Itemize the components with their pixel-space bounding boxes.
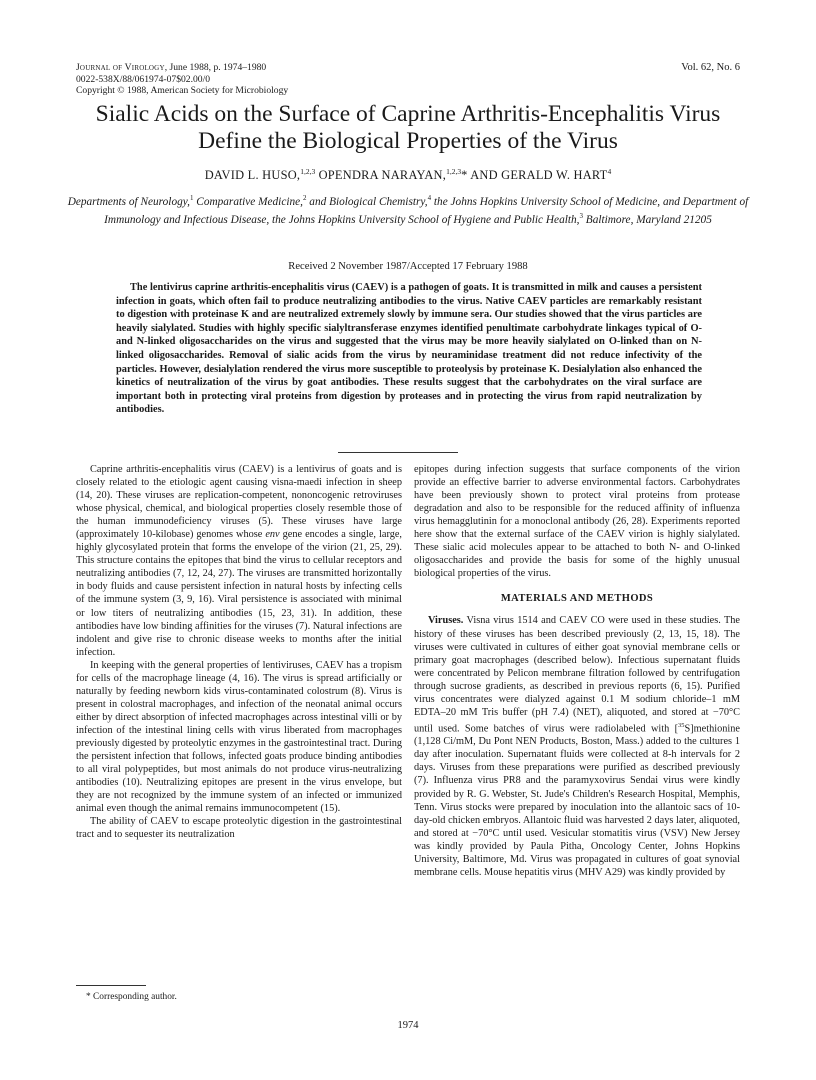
section-heading-materials-methods: MATERIALS AND METHODS bbox=[500, 593, 654, 605]
received-accepted-dates: Received 2 November 1987/Accepted 17 February 1988 bbox=[288, 261, 528, 272]
affil-biological-chemistry: and Biological Chemistry, bbox=[306, 195, 428, 208]
title-line-1: Sialic Acids on the Surface of Caprine Arthritis-Encephalitis Virus bbox=[95, 101, 721, 127]
affil-sup-1: 1 bbox=[189, 194, 194, 202]
copyright-line: Copyright © 1988, American Society for Microbiology bbox=[76, 85, 289, 96]
isotope-superscript: 35 bbox=[678, 721, 685, 729]
volume-issue: Vol. 62, No. 6 bbox=[681, 62, 740, 73]
affil-neurology: Departments of Neurology, bbox=[67, 195, 190, 208]
intro-p1-text-b: gene encodes a single, large, highly glycosylated protein that forms the envelope of the virion (21, 25, 29). This structure contains the epitopes that bind the virus to cellular receptors and neutralizing antibodies (7, 12, 24, 27). The viruses are transmitted horizontally in body fluids and cause persistent infection in natural hosts by infecting cells of the immune system (3, 9, 16). Viral persistence is associated with minimal or low titers of neutralizing antibodies (15, 23, 31). In addition, these antibodies have low binding affinities for the viruses (7). Natural infections are indolent and give rise to chronic disease weeks to months after the initial infection. bbox=[76, 529, 402, 658]
intro-paragraph-1 bbox=[76, 463, 402, 659]
left-column bbox=[76, 463, 402, 841]
author-hart: AND GERALD W. HART bbox=[467, 168, 608, 183]
author-huso-affil: 1,2,3 bbox=[300, 167, 316, 176]
affil-institutions: the Johns Hopkins University School of Medicine, and Department of Immunology and Infectious Disease, the Johns Hopkins University School of Hygiene and Public Health, bbox=[104, 195, 749, 227]
author-narayan-affil: 1,2,3 bbox=[446, 167, 462, 176]
running-header bbox=[76, 62, 740, 97]
abstract-divider bbox=[338, 452, 458, 453]
affil-sup-2: 2 bbox=[302, 194, 307, 202]
right-column bbox=[414, 463, 740, 879]
issue-date: , June 1988, p. 1974–1980 bbox=[164, 62, 267, 73]
intro-paragraph-4: epitopes during infection suggests that surface components of the virion provide an effective barrier to adverse environmental factors. Carbohydrates have been previously shown to protect viral proteins from protease degradation and also to be responsible for the reduced affinity of influenza virus hemagglutinin for a monoclonal antibody (26, 28). Experiments reported here show that the external surface of the CAEV virion is highly sialylated. These sialic acid molecules appear to be attached to both N- and O-linked oligosaccharides and provide the basis for some of the highly unusual biological properties of the virus. bbox=[414, 464, 740, 580]
viruses-text-b: S]methionine (1,128 Ci/mM, Du Pont NEN Products, Boston, Mass.) added to the cultures 1 day after inoculation. Supernatant fluids were collected at 8-h intervals for 2 days. Viruses from these preparations were purified as described previously (7). Influenza virus PR8 and the paramyxovirus Sendai virus were kindly provided by R. G. Webster, St. Jude's Children's Research Hospital, Memphis, Tenn. Virus stocks were prepared by inoculation into the allantoic sacs of 10-day-old chicken embryos. Allantoic fluid was harvested 2 days later, aliquoted, and stored at −70°C until used. Vesicular stomatitis virus (VSV) New Jersey was kindly provided by Paula Pitha, Oncology Center, Johns Hopkins University, Baltimore, Md. Virus was propagated in cultures of goat synovial membrane cells. Mouse hepatitis virus (MHV A29) was kindly provided by bbox=[414, 723, 740, 878]
journal-citation bbox=[76, 62, 740, 74]
author-hart-affil: 4 bbox=[607, 167, 612, 176]
affil-comparative-medicine: Comparative Medicine, bbox=[193, 195, 303, 208]
intro-paragraph-2: In keeping with the general properties of lentiviruses, CAEV has a tropism for cells of the macrophage lineage (4, 16). The virus is spread artificially or naturally by feeding newborn kids virus-contaminated colostrum (8). Virus is present in colostral macrophages, and infection of the neonatal animal occurs either by direct absorption of infected macrophages across intestinal villi or by infection of the intestinal lining cells with virus liberated from macrophages previously digested by proteolytic enzymes in the gastrointestinal tract. During the persistent infection that follows, infected goats produce binding antibodies to all viral polypeptides, but most animals do not produce virus-neutralizing antibodies (10). Neutralizing epitopes are present in the virus envelope, but they are not recognized by the immune system of an infected or immunized animal even though the animal remains immunocompetent (15). bbox=[76, 659, 402, 815]
corresponding-mark: * bbox=[461, 168, 468, 183]
intro-p1-text-a: Caprine arthritis-encephalitis virus (CAEV) is a lentivirus of goats and is closely related to the etiologic agent causing visna-maedi infection in sheep (14, 20). These viruses are replication-competent, nononcogenic retroviruses whose physical, chemical, and biological properties closely resemble those of the human immunodeficiency viruses (5). These viruses have large (approximately 10-kilobase) genomes whose bbox=[76, 464, 402, 541]
footnote-divider bbox=[76, 985, 146, 986]
author-narayan: OPENDRA NARAYAN, bbox=[315, 168, 447, 183]
corresponding-author-footnote: * Corresponding author. bbox=[86, 992, 177, 1002]
page-number: 1974 bbox=[397, 1020, 419, 1031]
author-huso: DAVID L. HUSO, bbox=[204, 168, 301, 183]
affiliations bbox=[60, 191, 756, 228]
author-list bbox=[60, 167, 756, 183]
article-title bbox=[60, 101, 756, 155]
env-gene-term: env bbox=[265, 529, 280, 541]
viruses-paragraph bbox=[414, 614, 740, 878]
viruses-text-a: Visna virus 1514 and CAEV CO were used in these studies. The history of these viruses has been described previously (2, 13, 15, 18). The viruses were cultivated in cultures of either goat synovial membrane cells or primary goat macrophages (described below). Infectious supernatant fluids were concentrated by Pelicon membrane filtration followed by centrifugation through sucrose gradients, as described in previous reports (6, 15). Purified virus concentrates were dialyzed against 0.1 M sodium chloride–1 mM EDTA–20 mM Tris buffer (pH 7.4) (NET), aliquoted, and stored at −70°C until used. Some batches of virus were radiolabeled with [ bbox=[414, 615, 740, 735]
affil-sup-3: 3 bbox=[579, 212, 583, 221]
viruses-run-in-heading: Viruses. bbox=[428, 615, 464, 627]
affil-location: Baltimore, Maryland 21205 bbox=[582, 214, 712, 227]
journal-name: Journal of Virology bbox=[76, 62, 165, 73]
issn-line: 0022-538X/88/061974-07$02.00/0 bbox=[76, 73, 211, 85]
intro-paragraph-3: The ability of CAEV to escape proteolytic digestion in the gastrointestinal tract and to sequester its neutralization bbox=[76, 816, 402, 841]
affil-sup-4: 4 bbox=[427, 194, 432, 202]
title-line-2: Define the Biological Properties of the Virus bbox=[198, 128, 618, 154]
abstract: The lentivirus caprine arthritis-encephalitis virus (CAEV) is a pathogen of goats. It is transmitted in milk and causes a persistent infection in goats, which often fail to produce neutralizing antibodies to the virus. Native CAEV particles are remarkably resistant to digestion with proteinase K and are neutralized extremely slowly by immune sera. Our studies showed that the virus particles are heavily sialylated. Studies with highly specific sialyltransferase enzymes identified penultimate carbohydrate linkages typical of O- and N-linked oligosaccharides on the virus and suggested that the virus may be more heavily sialylated on O-linked than on N-linked oligosaccharides. Removal of sialic acids from the virus by neuraminidase treatment did not reduce infectivity of the particles. However, desialylation rendered the virus more susceptible to proteolysis by proteinase K. Desialylation also enhanced the kinetics of neutralization of the virus by goat antibodies. These results suggest that the carbohydrates on the viral surface are important both in protecting viral proteins from digestion by proteases and in protecting the virus from rapid neutralization by antibodies. bbox=[116, 282, 702, 416]
